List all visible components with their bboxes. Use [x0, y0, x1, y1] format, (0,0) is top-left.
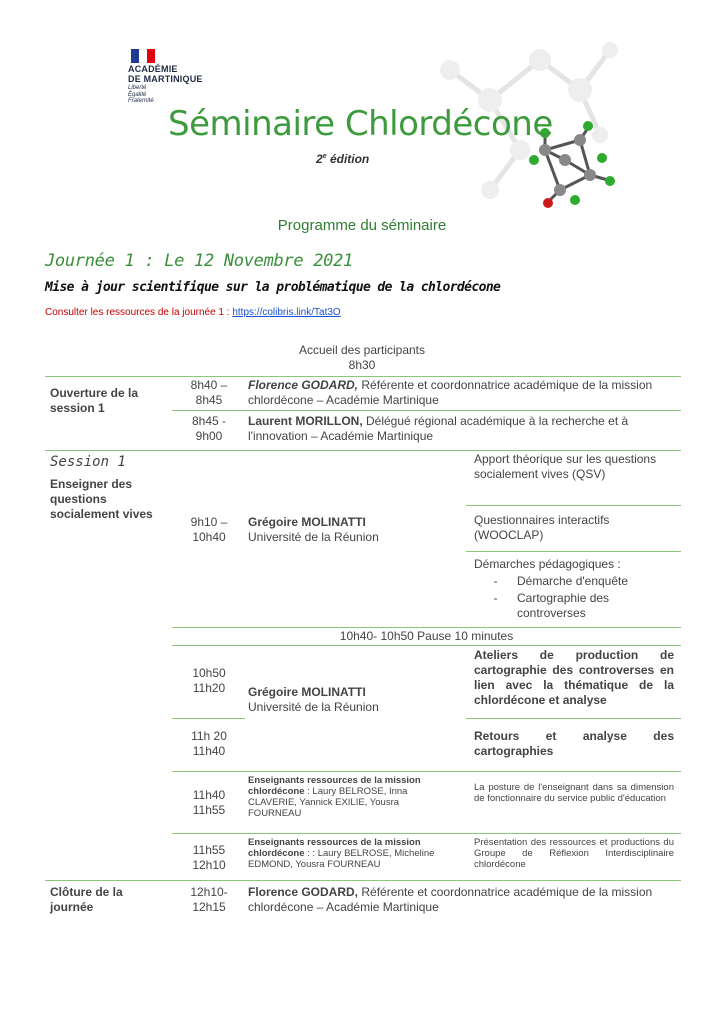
row-divider: [45, 450, 681, 451]
closing-speaker: [248, 885, 676, 915]
speaker-godard-closing: Florence GODARD,: [248, 885, 359, 899]
speaker-molinatti: Grégoire MOLINATTI: [248, 515, 366, 529]
motto: [128, 85, 154, 105]
demarches-bullet-1: - Démarche d'enquête: [493, 574, 629, 588]
workshop-item: Ateliers de production de cartographie des controverses en lien avec la thématique de la chlordécone et analyse: [474, 648, 674, 707]
row-divider: [172, 410, 681, 411]
row-divider: [172, 645, 681, 646]
academy-line-1: ACADÉMIE: [128, 64, 178, 74]
resources-time: 11h55 12h10: [192, 843, 226, 872]
row-divider: [466, 551, 681, 552]
edition-number: 2: [316, 152, 323, 166]
opening-time-1: 8h40 – 8h45: [190, 378, 228, 407]
feedback-time: 11h 20 11h40: [191, 729, 227, 758]
academy-line-2: DE MARTINIQUE: [128, 74, 203, 84]
session-topic: Enseigner des questions socialement vives: [50, 477, 153, 521]
opening-time-2: 8h45 - 9h00: [191, 414, 227, 443]
demarches-bullet-2: - Cartographie des controverses: [474, 591, 674, 621]
affiliation-molinatti-2: Université de la Réunion: [248, 700, 379, 714]
session-item-demarches: [474, 557, 674, 621]
role-godard: Référente et coordonnatrice académique de la mission chlordécone – Académie Martinique: [248, 378, 653, 407]
session-label: Session 1: [50, 454, 126, 470]
academy-name: [128, 64, 203, 84]
session-speaker-1: [248, 515, 458, 545]
workshop-time: 10h50 11h20: [192, 666, 226, 695]
workshop-speaker: [248, 685, 458, 715]
posture-speakers: [248, 775, 448, 819]
seminar-title: Séminaire Chlordécone: [168, 104, 553, 144]
speakers-names: : Laury BELROSE, Inna CLAVERIE, Yannick EXILIE, Yousra FOURNEAU: [248, 786, 408, 819]
opening-label: Ouverture de la session 1: [50, 386, 139, 415]
session-item-wooclap: Questionnaires interactifs (WOOCLAP): [474, 513, 610, 542]
closing-label: Clôture de la journée: [50, 885, 123, 914]
demarche-cartographie: Cartographie des controverses: [517, 591, 610, 620]
pause-row: 10h40- 10h50 Pause 10 minutes: [339, 629, 514, 643]
resources-line: [45, 307, 341, 318]
session-time-1: 9h10 – 10h40: [190, 515, 228, 544]
speaker-godard: Florence GODARD,: [248, 378, 359, 392]
row-divider: [45, 376, 681, 377]
resources-text: Consulter les ressources de la journée 1 :: [45, 307, 233, 318]
welcome-time: 8h30: [348, 358, 376, 372]
french-flag-logo: [131, 49, 155, 63]
demarches-title: Démarches pédagogiques :: [474, 557, 621, 571]
day-title: Journée 1 : Le 12 Novembre 2021: [45, 251, 353, 271]
program-title: Programme du séminaire: [277, 217, 447, 234]
closing-time: 12h10- 12h15: [190, 885, 228, 914]
row-divider: [172, 627, 681, 628]
speakers-label: Enseignants ressources de la mission chlordécone: [248, 837, 421, 859]
posture-item: La posture de l'enseignant dans sa dimension de fonctionnaire du service public d'éducation: [474, 782, 674, 804]
resources-speakers: [248, 837, 448, 870]
session-item-qsv: Apport théorique sur les questions socialement vives (QSV): [474, 452, 657, 481]
row-divider: [45, 880, 681, 881]
row-divider: [172, 718, 245, 719]
speakers-names: : : Laury BELROSE, Micheline EDMOND, Yousra FOURNEAU: [248, 848, 435, 870]
motto-liberte: Liberté: [128, 85, 147, 91]
row-divider: [172, 771, 681, 772]
resources-link[interactable]: https://colibris.link/Tat3O: [232, 307, 341, 318]
role-morillon: Délégué régional académique à la recherche et à l'innovation – Académie Martinique: [248, 414, 629, 443]
edition-word: édition: [329, 152, 370, 166]
row-divider: [466, 718, 681, 719]
welcome-row: [172, 343, 552, 373]
speaker-molinatti-2: Grégoire MOLINATTI: [248, 685, 366, 699]
edition-superscript: e: [322, 153, 327, 160]
opening-speaker-1: [248, 378, 676, 408]
feedback-item: Retours et analyse des cartographies: [474, 729, 674, 758]
demarche-enquete: Démarche d'enquête: [517, 574, 629, 588]
welcome-text: Accueil des participants: [298, 343, 426, 357]
motto-egalite: Égalité: [128, 91, 147, 98]
row-divider: [172, 833, 681, 834]
speaker-morillon: Laurent MORILLON,: [248, 414, 363, 428]
resources-item: Présentation des ressources et productions du Groupe de Réflexion Interdisciplinaire chlordécone: [474, 837, 674, 870]
affiliation-molinatti: Université de la Réunion: [248, 530, 379, 544]
edition-label: [316, 152, 369, 166]
day-theme: Mise à jour scientifique sur la problématique de la chlordécone: [45, 280, 501, 295]
opening-speaker-2: [248, 414, 676, 444]
posture-time: 11h40 11h55: [192, 788, 226, 817]
role-godard-closing: Référente et coordonnatrice académique de la mission chlordécone – Académie Martinique: [248, 885, 653, 914]
speakers-label: Enseignants ressources de la mission chlordécone: [248, 775, 421, 797]
motto-fraternite: Fraternité: [128, 98, 154, 104]
row-divider: [466, 505, 681, 506]
